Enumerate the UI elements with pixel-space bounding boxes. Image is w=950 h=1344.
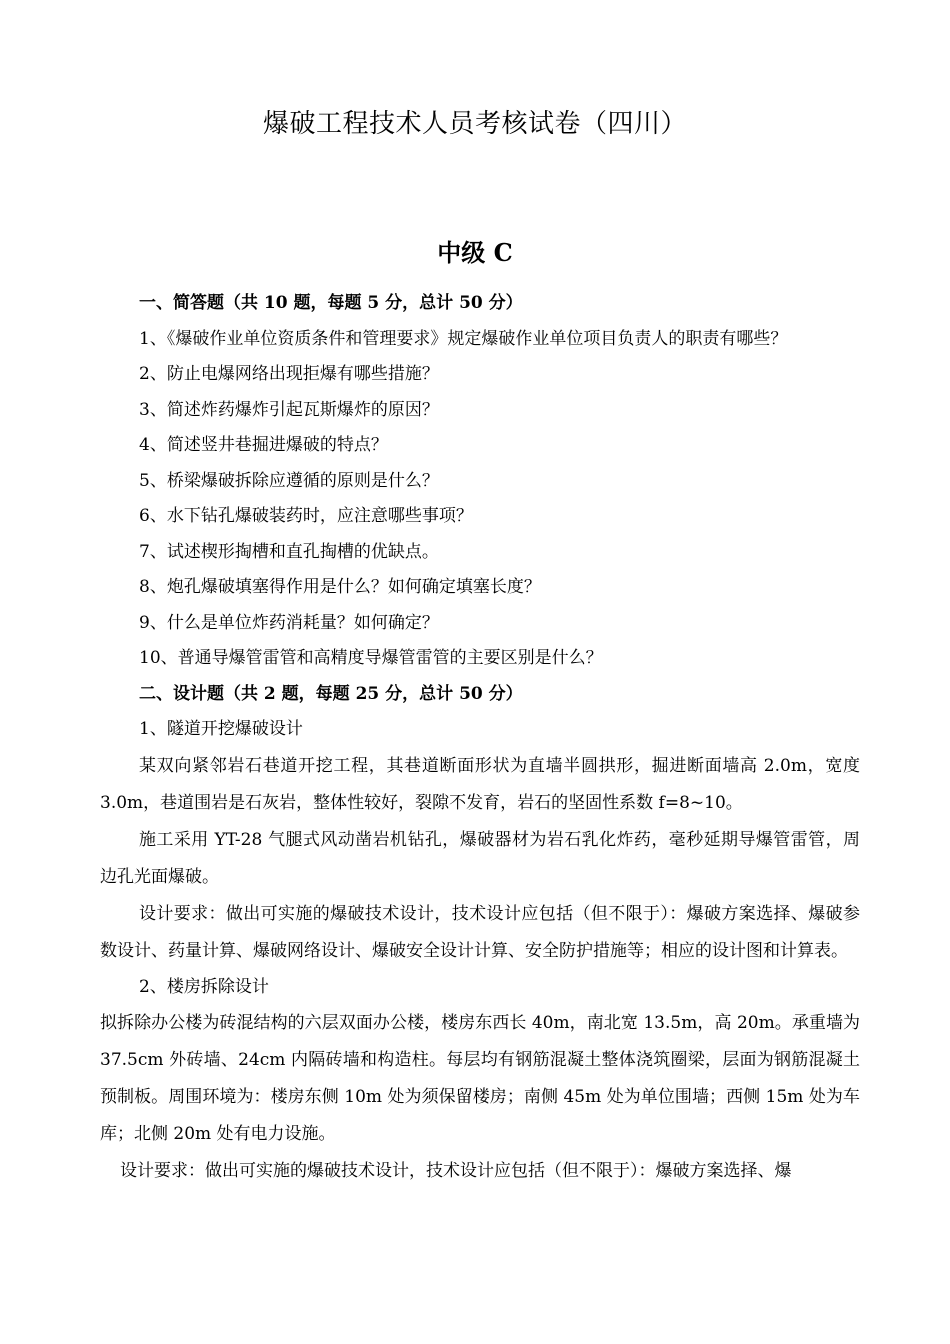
design-paragraph: 拟拆除办公楼为砖混结构的六层双面办公楼，楼房东西长 40m，南北宽 13.5m，高 20m。承重墙为 37.5cm 外砖墙、24cm 内隔砖墙和构造柱。每层均有钢筋混凝土整体浇筑圈梁，层面为钢筋混凝土预制板。周围环境为：楼房东侧 10m 处为须保留楼房；南侧 45m 处为单位围墙；西侧 15m 处为车库；北侧 20m 处有电力设施。 — [100, 1013, 860, 1144]
question-item: 2、防止电爆网络出现拒爆有哪些措施？ — [139, 364, 439, 384]
document-title: 爆破工程技术人员考核试卷（四川） — [262, 109, 687, 139]
question-item: 1、《爆破作业单位资质条件和管理要求》规定爆破作业单位项目负责人的职责有哪些？ — [139, 328, 788, 349]
question-item: 10、普通导爆管雷管和高精度导爆管雷管的主要区别是什么？ — [139, 648, 603, 668]
design-question-title: 2、楼房拆除设计 — [139, 976, 269, 997]
design-paragraph: 设计要求：做出可实施的爆破技术设计，技术设计应包括（但不限于）：爆破方案选择、爆 — [120, 1161, 792, 1181]
section1-heading: 一、简答题（共 10 题，每题 5 分，总计 50 分） — [139, 293, 523, 313]
question-item: 9、什么是单位炸药消耗量？如何确定？ — [139, 612, 439, 633]
design-paragraph: 某双向紧邻岩石巷道开挖工程，其巷道断面形状为直墙半圆拱形，掘进断面墙高 2.0m，宽度 3.0m，巷道围岩是石灰岩，整体性较好，裂隙不发育，岩石的坚固性系数 f=8~10。 — [100, 755, 860, 813]
design-question-title: 1、隧道开挖爆破设计 — [139, 719, 303, 739]
question-item: 6、水下钻孔爆破装药时，应注意哪些事项？ — [139, 506, 473, 526]
design-paragraph: 施工采用 YT-28 气腿式风动凿岩机钻孔，爆破器材为岩石乳化炸药，毫秒延期导爆管雷管，周边孔光面爆破。 — [100, 829, 860, 887]
question-item: 7、试述楔形掏槽和直孔掏槽的优缺点。 — [139, 541, 439, 562]
question-item: 3、简述炸药爆炸引起瓦斯爆炸的原因？ — [139, 399, 439, 420]
question-item: 4、简述竖井巷掘进爆破的特点？ — [139, 435, 388, 455]
exam-level: 中级 C — [437, 238, 513, 267]
document-body — [100, 286, 860, 1190]
question-item: 8、炮孔爆破填塞得作用是什么？如何确定填塞长度？ — [139, 577, 541, 597]
section2-heading: 二、设计题（共 2 题，每题 25 分，总计 50 分） — [139, 683, 523, 704]
design-paragraph: 设计要求：做出可实施的爆破技术设计，技术设计应包括（但不限于）：爆破方案选择、爆破参数设计、药量计算、爆破网络设计、爆破安全设计计算、安全防护措施等；相应的设计图和计算表。 — [100, 903, 860, 961]
question-item: 5、桥梁爆破拆除应遵循的原则是什么？ — [139, 470, 439, 491]
